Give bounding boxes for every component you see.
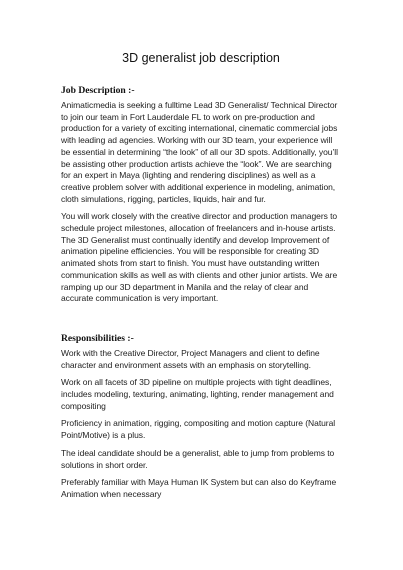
responsibility-item-5: Preferably familiar with Maya Human IK System but can also do Keyframe Animation when necessary bbox=[61, 477, 337, 499]
document-title: 3D generalist job description bbox=[122, 51, 280, 65]
responsibilities-heading: Responsibilities :- bbox=[61, 332, 134, 344]
responsibility-item-4: The ideal candidate should be a generalist, able to jump from problems to solutions in short order. bbox=[61, 447, 335, 470]
responsibility-item-3: Proficiency in animation, rigging, compositing and motion capture (Natural Point/Motive) is a plus. bbox=[61, 418, 336, 441]
responsibility-item-2: Work on all facets of 3D pipeline on multiple projects with tight deadlines, includes modeling, texturing, animating, lighting, render management and compositing bbox=[61, 377, 334, 411]
responsibility-item-1: Work with the Creative Director, Project Managers and client to define character and environment assets with an emphasis on storytelling. bbox=[61, 347, 320, 370]
job-description-paragraph-2: You will work closely with the creative director and production managers to schedule project milestones, allocation of freelancers and in-house artists. The 3D Generalist must continually identify and develop Improvement of animation pipeline efficiencies. You will be responsible for creating 3D animated shots from start to finish. You must have outstanding written communication skills as well as with clients and other junior artists. We are ramping up our 3D department in Manila and the relay of clear and accurate communication is very important. bbox=[61, 211, 338, 304]
job-description-paragraph-1: Animaticmedia is seeking a fulltime Lead 3D Generalist/ Technical Director to join our team in Fort Lauderdale FL to work on pre-production and production for a variety of exciting international, cinematic commercial jobs with leading ad agencies. Working with our 3D team, your experience will be essential in determining “the look” of all our 3D spots. Additionally, you’ll be assisting other production artists achieve the “look”. We are searching for an expert in Maya (lighting and rendering disciplines) as well as a creative problem solver with additional experience in modeling, animation, cloth simulations, rigging, particles, liquids, hair and fur. bbox=[61, 100, 338, 204]
job-description-heading: Job Description :- bbox=[61, 85, 135, 96]
